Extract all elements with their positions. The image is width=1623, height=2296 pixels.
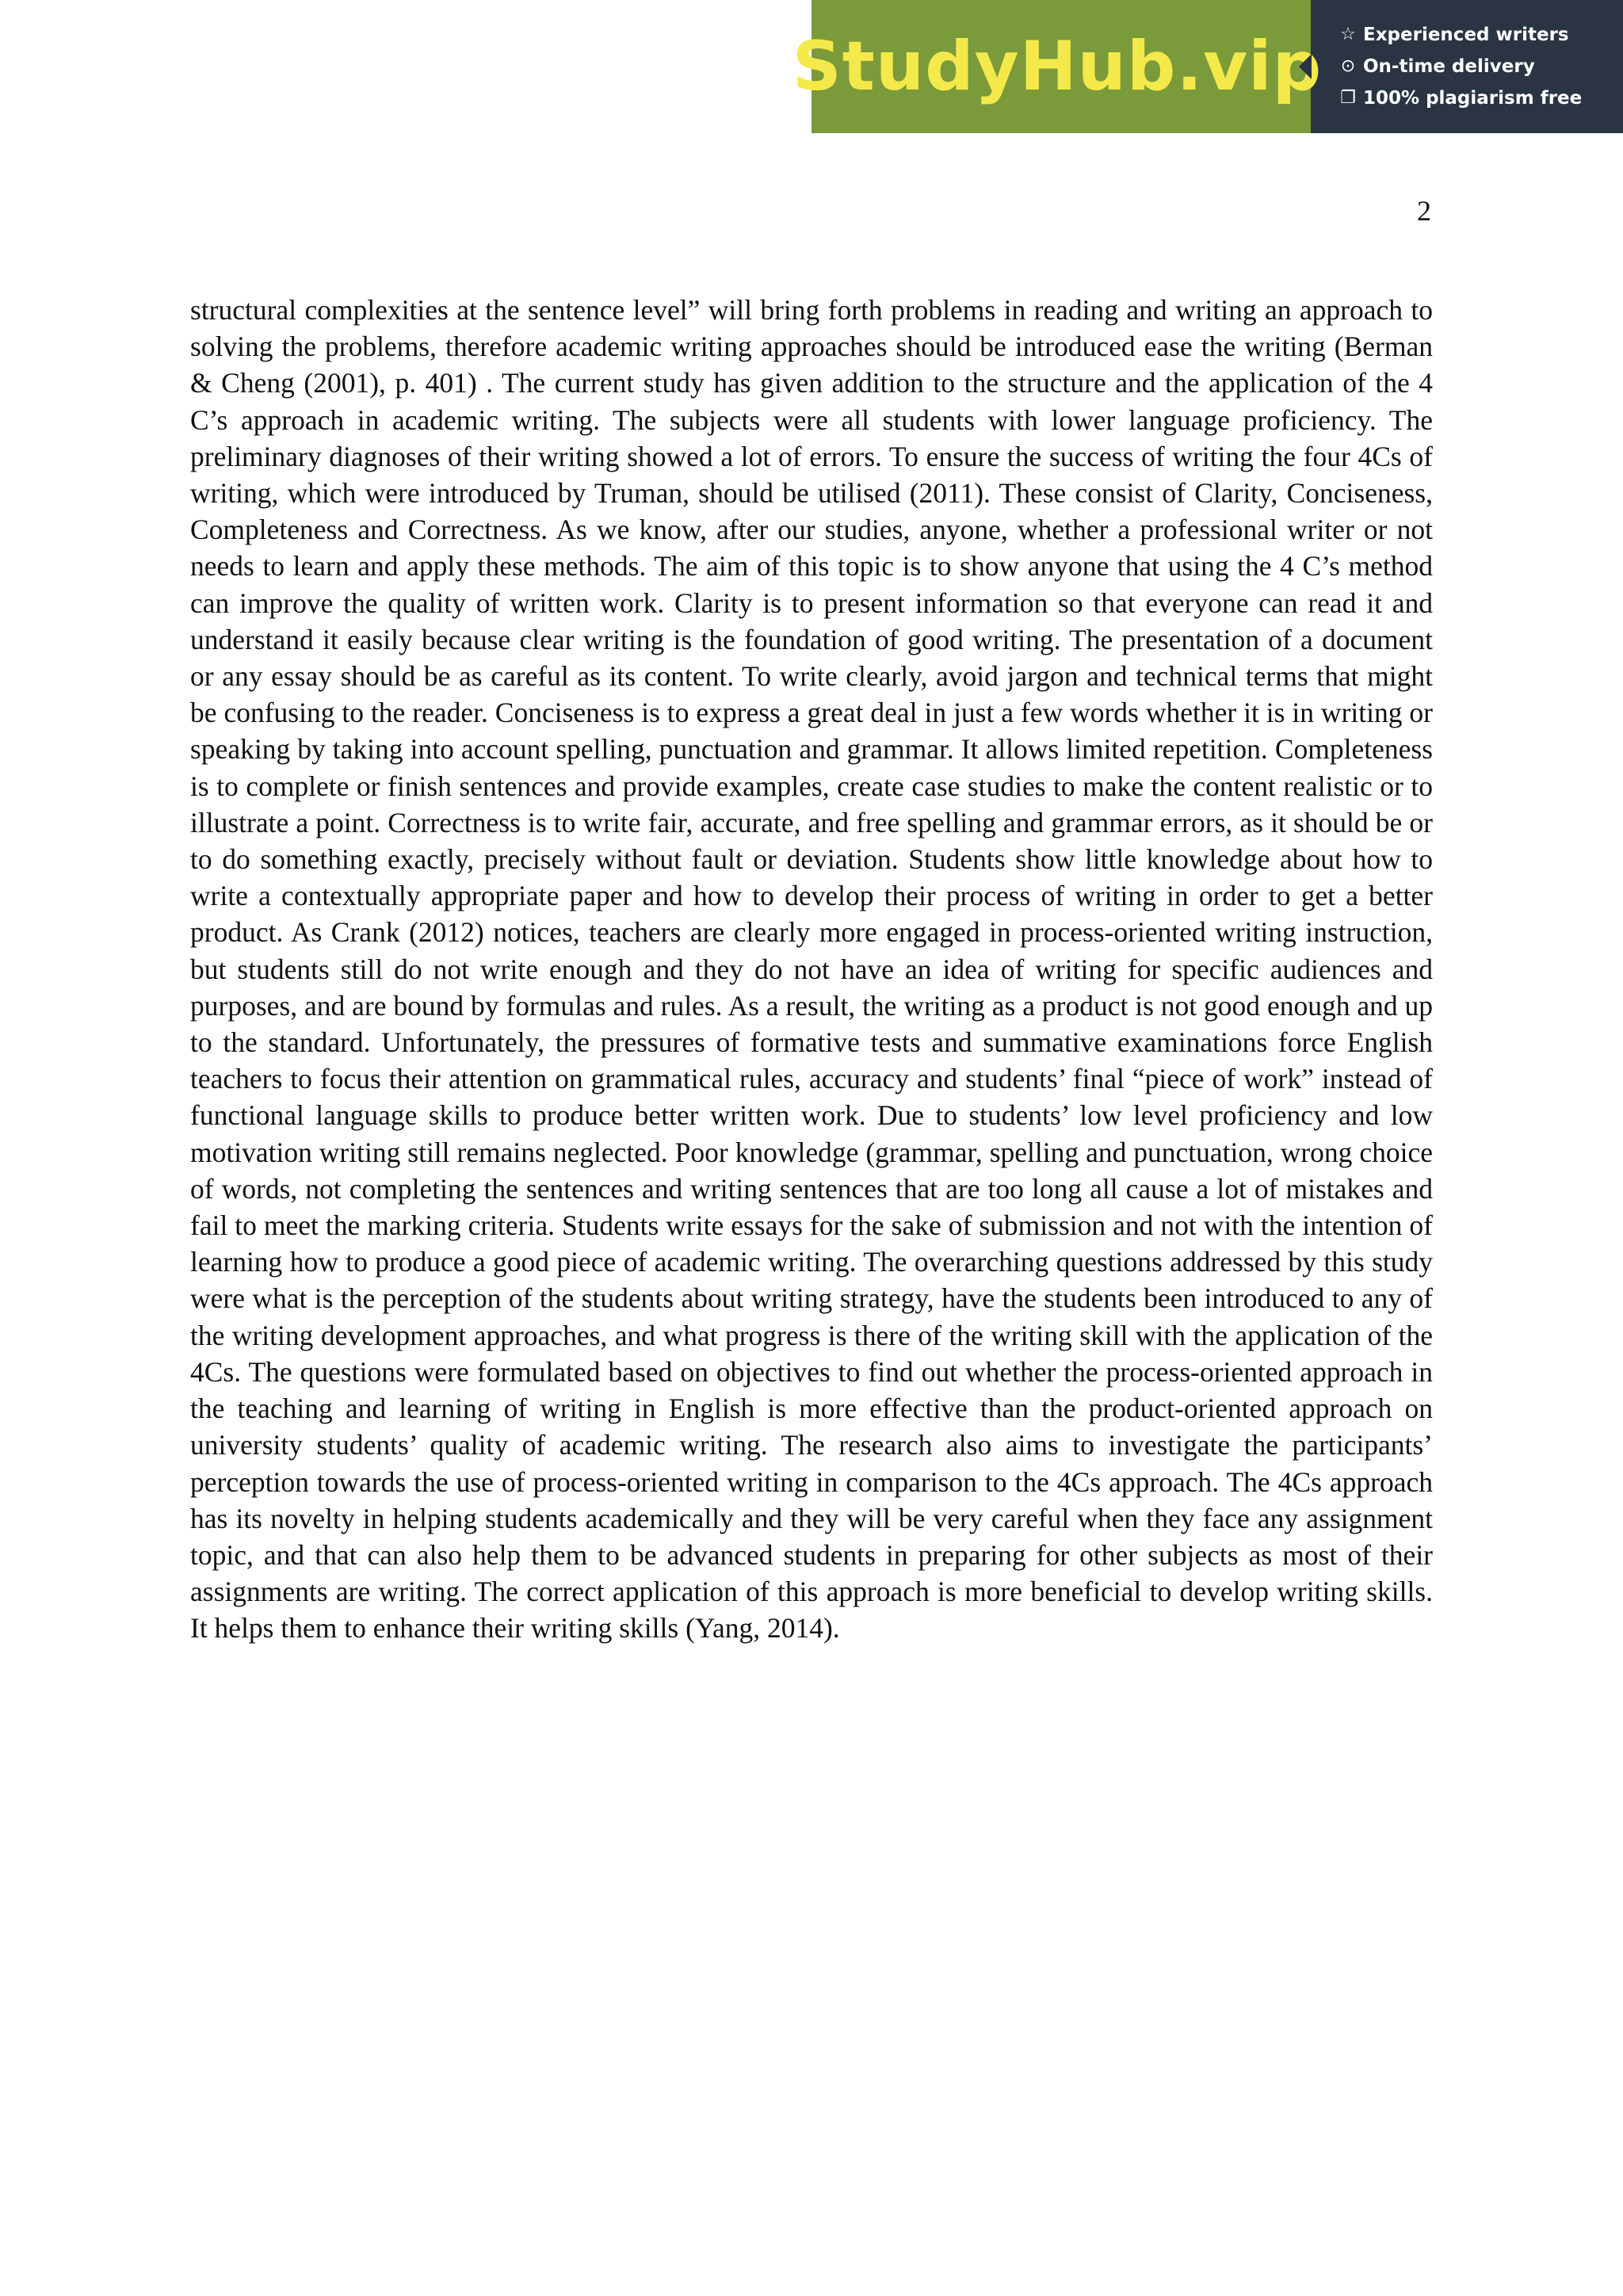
page-number: 2 — [1417, 195, 1431, 227]
feature-on-time-delivery — [1338, 55, 1623, 78]
clock-icon: ⊙ — [1340, 56, 1356, 76]
logo-text: StudyHub.vip — [792, 27, 1323, 106]
studyhub-banner[interactable] — [792, 0, 1623, 133]
feature-label: 100% plagiarism free — [1363, 88, 1583, 109]
star-outline-icon: ☆ — [1340, 25, 1356, 44]
feature-plagiarism-free — [1338, 86, 1623, 110]
feature-list — [1311, 0, 1623, 133]
feature-label: On-time delivery — [1363, 56, 1535, 77]
feature-label: Experienced writers — [1363, 25, 1569, 45]
studyhub-logo[interactable] — [792, 0, 1323, 133]
feature-experienced-writers — [1338, 23, 1623, 47]
copy-icon: ❐ — [1340, 88, 1356, 108]
banner-notch — [1299, 54, 1312, 79]
body-paragraph: structural complexities at the sentence level” will bring forth problems in reading and writing an approach to solving the problems, therefore academic writing approaches should be introduced ease the writing (Berman & Cheng (2001), p. 401) . The current study has given addition to the structure and the application of the 4 C’s approach in academic writing. The subjects were all students with lower language proficiency. The preliminary diagnoses of their writing showed a lot of errors. To ensure the success of writing the four 4Cs of writing, which were introduced by Truman, should be utilised (2011). These consist of Clarity, Conciseness, Completeness and Correctness. As we know, after our studies, anyone, whether a professional writer or not needs to learn and apply these methods. The aim of this topic is to show anyone that using the 4 C’s method can improve the quality of written work. Clarity is to present information so that everyone can read it and understand it easily because clear writing is the foundation of good writing. The presentation of a document or any essay should be as careful as its content. To write clearly, avoid jargon and technical terms that might be confusing to the reader. Conciseness is to express a great deal in just a few words whether it is in writing or speaking by taking into account spelling, punctuation and grammar. It allows limited repetition. Completeness is to complete or finish sentences and provide examples, create case studies to make the content realistic or to illustrate a point. Correctness is to write fair, accurate, and free spelling and grammar errors, as it should be or to do something exactly, precisely without fault or deviation. Students show little knowledge about how to write a contextually appropriate paper and how to develop their process of writing in order to get a better product. As Crank (2012) notices, teachers are clearly more engaged in process-oriented writing instruction, but students still do not write enough and they do not have an idea of writing for specific audiences and purposes, and are bound by formulas and rules. As a result, the writing as a product is not good enough and up to the standard. Unfortunately, the pressures of formative tests and summative examinations force English teachers to focus their attention on grammatical rules, accuracy and students’ final “piece of work” instead of functional language skills to produce better written work. Due to students’ low level proficiency and low motivation writing still remains neglected. Poor knowledge (grammar, spelling and punctuation, wrong choice of words, not completing the sentences and writing sentences that are too long all cause a lot of mistakes and fail to meet the marking criteria. Students write essays for the sake of submission and not with the intention of learning how to produce a good piece of academic writing. The overarching questions addressed by this study were what is the perception of the students about writing strategy, have the students been introduced to any of the writing development approaches, and what progress is there of the writing skill with the application of the 4Cs. The questions were formulated based on objectives to find out whether the process-oriented approach in the teaching and learning of writing in English is more effective than the product-oriented approach on university students’ quality of academic writing. The research also aims to investigate the participants’ perception towards the use of process-oriented writing in comparison to the 4Cs approach. The 4Cs approach has its novelty in helping students academically and they will be very careful when they face any assignment topic, and that can also help them to be advanced students in preparing for other subjects as most of their assignments are writing. The correct application of this approach is more beneficial to develop writing skills. It helps them to enhance their writing skills (Yang, 2014). — [190, 294, 1433, 1645]
